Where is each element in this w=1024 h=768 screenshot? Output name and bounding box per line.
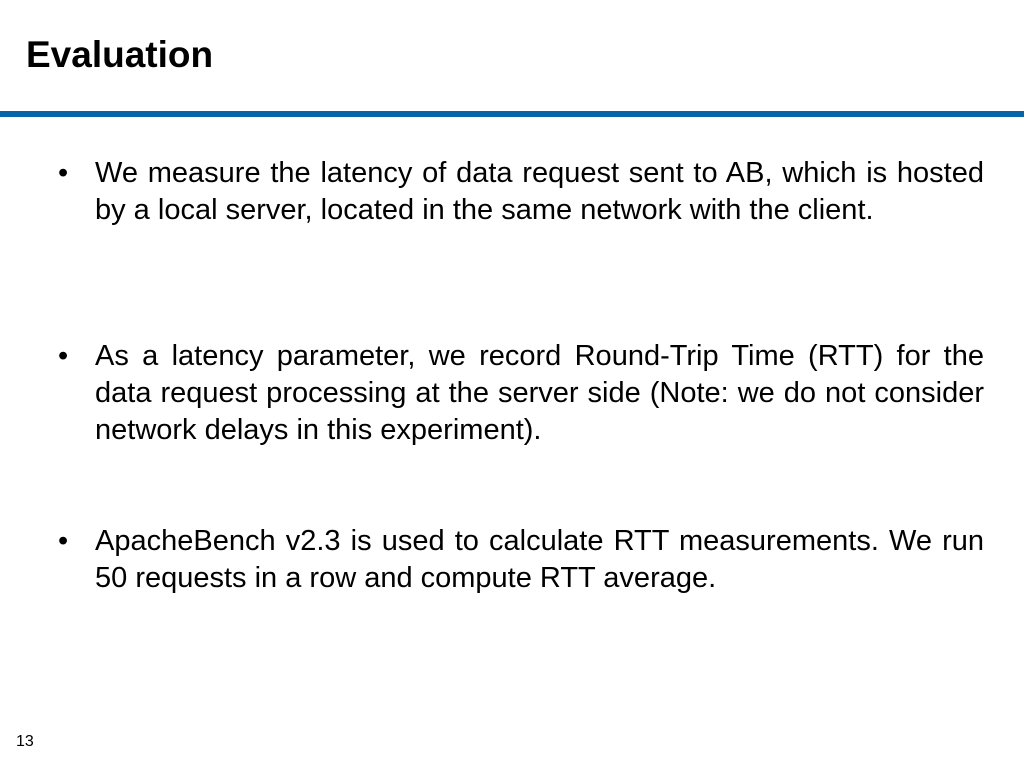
bullet-marker: •: [58, 340, 69, 372]
bullet-text: As a latency parameter, we record Round-Trip Time (RTT) for the data request processing at the server side (Note: we do not consider network delays in this experiment).: [95, 340, 984, 446]
bullet-marker: •: [58, 525, 69, 557]
bullet-text: We measure the latency of data request sent to AB, which is hosted by a local server, located in the same network with the client.: [95, 157, 984, 226]
page-number: 13: [16, 733, 34, 750]
bullet-marker: •: [58, 157, 69, 189]
title-divider: [0, 111, 1024, 117]
bullet-text: ApacheBench v2.3 is used to calculate RTT measurements. We run 50 requests in a row and compute RTT average.: [95, 525, 984, 594]
slide-title: Evaluation: [26, 34, 214, 75]
